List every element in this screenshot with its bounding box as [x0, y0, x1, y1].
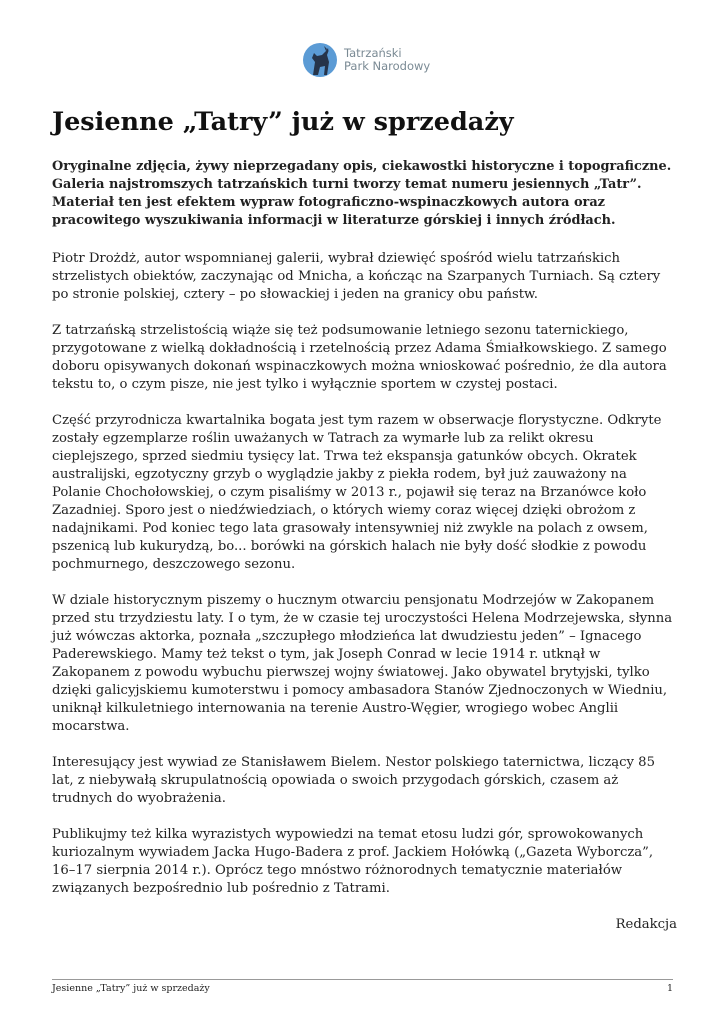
- logo-line-2: Park Narodowy: [344, 59, 431, 73]
- footer-divider: [52, 979, 673, 980]
- article-signature: Redakcja: [615, 917, 677, 932]
- article-lead: Oryginalne zdjęcia, żywy nieprzegadany opis, ciekawostki historyczne i topograficzne. Galeria najstromszych tatrzańskich turni tworzy temat numeru jesiennych „Tatr”. Materiał ten jest efektem wypraw fotograficzno-wspinaczkowych autora oraz pracowitego wyszukiwania informacji w literaturze górskiej i innych źródłach.: [52, 159, 672, 228]
- logo-text: [344, 47, 430, 73]
- logo-line-1: Tatrzański: [344, 46, 402, 60]
- page-number: 1: [666, 983, 673, 994]
- park-logo: [302, 38, 430, 82]
- article-title: Jesienne „Tatry” już w sprzedaży: [52, 107, 514, 137]
- footer-title: Jesienne „Tatry” już w sprzedaży: [52, 983, 210, 994]
- article-paragraph: Z tatrzańską strzelistością wiąże się też podsumowanie letniego sezonu taternickiego, przygotowane z wielką dokładnością i rzetelnością przez Adama Śmiałkowskiego. Z samego doboru opisywanych dokonań wspinaczkowych można wnioskować pośrednio, że dla autora tekstu to, o czym pisze, nie jest tylko i wyłącznie sportem w czystej postaci.: [52, 323, 667, 392]
- article-paragraph: Część przyrodnicza kwartalnika bogata jest tym razem w obserwacje florystyczne. Odkryte zostały egzemplarze roślin uważanych w Tatrach za wymarłe lub za relikt okresu cieplejszego, sprzed siedmiu tysięcy lat. Trwa też ekspansja gatunków obcych. Okratek australijski, egzotyczny grzyb o wyglądzie jakby z piekła rodem, był już zauważony na Polanie Chochołowskiej, o czym pisaliśmy w 2013 r., pojawił się teraz na Brzanówce koło Zazadniej. Sporo jest o niedźwiedziach, o których wiemy coraz więcej dzięki obrożom z nadajnikami. Pod koniec tego lata grasowały intensywniej niż zwykle na polach z owsem, pszenicą lub kukurydzą, bo... borówki na górskich halach nie były dość słodkie z powodu pochmurnego, deszczowego sezonu.: [52, 413, 662, 572]
- chamois-in-circle-icon: [302, 42, 338, 78]
- article-paragraph: Piotr Drożdż, autor wspomnianej galerii, wybrał dziewięć spośród wielu tatrzańskich strzelistych obiektów, zaczynając od Mnicha, a kończąc na Szarpanych Turniach. Są cztery po stronie polskiej, cztery – po słowackiej i jeden na granicy obu państw.: [52, 251, 661, 302]
- article-paragraph: W dziale historycznym piszemy o hucznym otwarciu pensjonatu Modrzejów w Zakopanem przed stu trzydziestu laty. I o tym, że w czasie tej uroczystości Helena Modrzejewska, słynna już wówczas aktorka, poznała „szczupłego młodzieńca lat dwudziestu jeden” – Ignacego Paderewskiego. Mamy też tekst o tym, jak Joseph Conrad w lecie 1914 r. utknął w Zakopanem z powodu wybuchu pierwszej wojny światowej. Jako obywatel brytyjski, tylko dzięki galicyjskiemu kumoterstwu i pomocy ambasadora Stanów Zjednoczonych w Wiedniu, uniknął kilkuletniego internowania na terenie Austro-Węgier, wrogiego wobec Anglii mocarstwa.: [52, 593, 673, 734]
- article-paragraph: Interesujący jest wywiad ze Stanisławem Bielem. Nestor polskiego taternictwa, liczący 85 lat, z niebywałą skrupulatnością opowiada o swoich przygodach górskich, czasem aż trudnych do wyobrażenia.: [52, 755, 655, 806]
- article-paragraph: Publikujmy też kilka wyrazistych wypowiedzi na temat etosu ludzi gór, sprowokowanych kuriozalnym wywiadem Jacka Hugo-Badera z prof. Jackiem Hołówką („Gazeta Wyborcza”, 16–17 sierpnia 2014 r.). Oprócz tego mnóstwo różnorodnych tematycznie materiałów związanych bezpośrednio lub pośrednio z Tatrami.: [52, 827, 654, 896]
- article-body: [52, 158, 677, 952]
